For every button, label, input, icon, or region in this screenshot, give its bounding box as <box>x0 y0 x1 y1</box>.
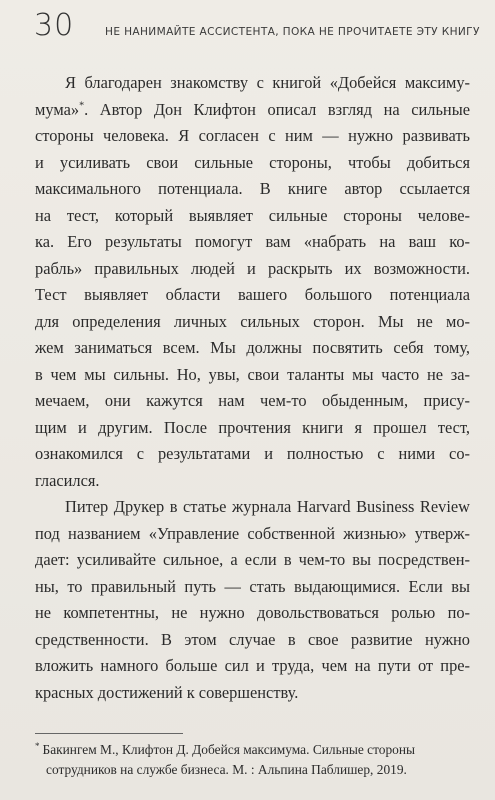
paragraph-2-line-4: ны, то правильный путь — стать выдающимися. Если вы <box>35 576 470 596</box>
body-text <box>35 70 470 706</box>
page-number: 30 <box>34 8 75 43</box>
footnote-line-1: * Бакингем М., Клифтон Д. Добейся максимума. Сильные стороны <box>35 740 416 757</box>
paragraph-2-line-5: не компетентны, не нужно довольствоваться ролью по- <box>35 603 470 622</box>
paragraph-1-line-4: и усиливать свои сильные стороны, чтобы добиться <box>35 152 470 172</box>
paragraph-1-line-6: на тест, который выявляет сильные стороны челове- <box>35 205 470 225</box>
paragraph-2-line-6: средственности. В этом случае в свое развитие нужно <box>35 629 470 649</box>
paragraph-2-line-3: дает: усиливайте сильное, а если в чем-то вы посредствен- <box>35 550 470 569</box>
footnote-line-2: сотрудников на службе бизнеса. М. : Альпина Паблишер, 2019. <box>46 762 407 777</box>
paragraph-1-line-1: Я благодарен знакомству с книгой «Добейся максиму- <box>65 73 470 92</box>
page-header <box>0 0 495 60</box>
paragraph-1-line-9: Тест выявляет области вашего большого потенциала <box>35 285 470 304</box>
paragraph-1-line-2: мума»*. Автор Дон Клифтон описал взгляд на сильные <box>35 99 470 119</box>
paragraph-1-line-16: гласился. <box>35 470 100 490</box>
footnote-divider <box>35 733 183 734</box>
paragraph-2-line-7: вложить намного больше сил и труда, чем на пути от пре- <box>35 656 470 675</box>
paragraph-1-line-5: максимального потенциала. В книге автор ссылается <box>35 179 470 198</box>
paragraph-2-line-2: под названием «Управление собственной жизнью» утверж- <box>35 523 470 543</box>
footnote <box>35 740 470 780</box>
paragraph-1-line-10: для определения личных сильных сторон. Мы не мо- <box>35 311 470 331</box>
paragraph-1-line-8: рабль» правильных людей и раскрыть их возможности. <box>35 258 470 278</box>
paragraph-1-line-13: мечаем, они кажутся нам чем-то обыденным, прису- <box>35 391 470 410</box>
paragraph-1-line-12: в чем мы сильны. Но, увы, свои таланты мы часто не за- <box>35 364 470 384</box>
paragraph-1-line-7: ка. Его результаты помогут вам «набрать на ваш ко- <box>35 232 470 251</box>
paragraph-1-line-14: щим и другим. После прочтения книги я прошел тест, <box>35 417 470 437</box>
paragraph-1-line-15: ознакомился с результатами и полностью с ними со- <box>35 444 470 463</box>
paragraph-2-line-8: красных достижений к совершенству. <box>35 682 299 702</box>
paragraph-2-line-1: Питер Друкер в статье журнала Harvard Business Review <box>65 497 470 516</box>
paragraph-1-line-3: стороны человека. Я согласен с ним — нужно развивать <box>35 126 470 145</box>
footnote-marker: * <box>35 740 40 751</box>
paragraph-1-line-11: жем заниматься всем. Мы должны посвятить себя тому, <box>35 338 470 357</box>
running-title: НЕ НАНИМАЙТЕ АССИСТЕНТА, ПОКА НЕ ПРОЧИТАЕТЕ ЭТУ КНИГУ <box>105 26 480 38</box>
footnote-reference[interactable]: * <box>79 100 85 112</box>
